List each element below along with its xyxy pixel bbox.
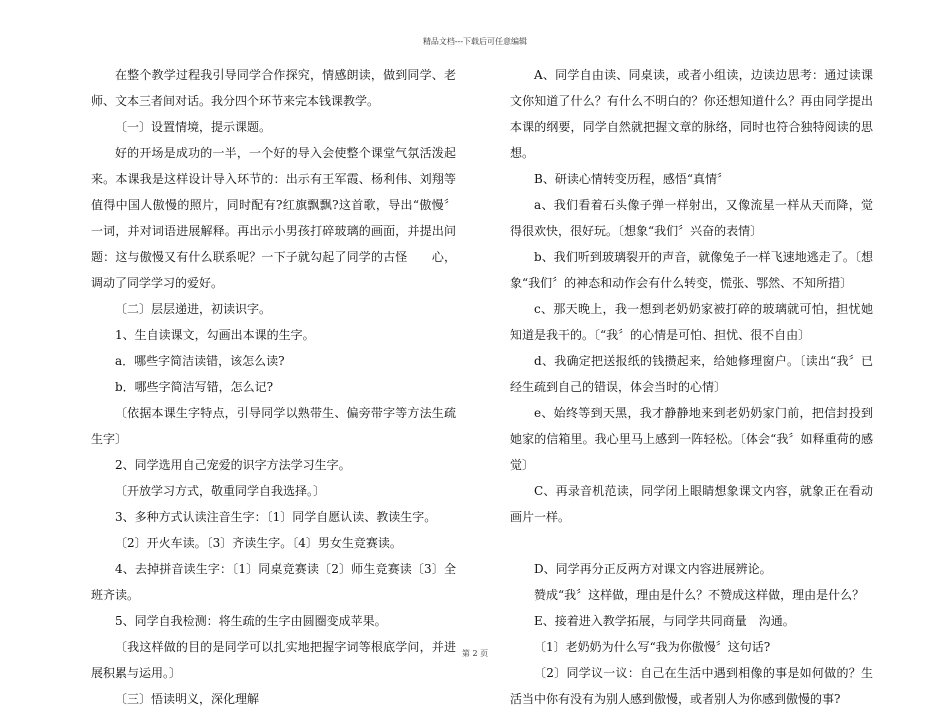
paragraph: B、研读心情转变历程，感悟“真情〞 xyxy=(534,172,729,186)
paragraph: 4、去掉拼音读生字：〔1〕同桌竞赛读〔2〕师生竞赛读〔3〕全班齐读。 xyxy=(91,562,456,602)
paragraph: c、那天晚上，我一想到老奶奶家被打碎的玻璃就可怕，担忧她知道是我干的。〔“我〞的心情是可怕、担忧、很不自由〕 xyxy=(510,302,873,342)
paragraph: 〔我这样做的目的是同学可以扎实地把握字词等根底学问，并进展积累与运用。〕 xyxy=(91,640,456,680)
paragraph: 〔2〕开火车读。〔3〕齐读生字。〔4〕男女生竞赛读。 xyxy=(115,536,402,550)
left-column xyxy=(91,62,456,712)
paragraph: A、同学自由读、同桌读，或者小组读，边读边思考：通过读课文你知道了什么？有什么不明白的？你还想知道什么？再由同学提出本课的纲要，同学自然就把握文章的脉络，同时也符合独特阅读的思想。 xyxy=(510,68,873,160)
right-column xyxy=(510,62,873,712)
paragraph: C、再录音机范读，同学闭上眼睛想象课文内容，就象正在看动画片一样。 xyxy=(510,484,873,524)
paragraph: D、同学再分正反两方对课文内容进展辨论。 xyxy=(534,562,772,576)
page-number: 第 2 页 xyxy=(461,649,489,658)
paragraph: d、我确定把送报纸的钱攒起来，给她修理窗户。〔读出“我〞已经生疏到自己的错误，体会当时的心情〕 xyxy=(510,354,873,394)
paragraph: a、我们看着石头像子弹一样射出，又像流星一样从天而降，觉得很欢快，很好玩。〔想象“我们〞兴奋的表情〕 xyxy=(510,198,873,238)
paragraph: 5、同学自我检测：将生疏的生字由圆圈变成苹果。 xyxy=(115,614,387,628)
paragraph: 〔1〕老奶奶为什么写“我为你傲慢〞这句话? xyxy=(534,640,771,654)
paragraph: 2、同学选用自己宠爱的识字方法学习生字。 xyxy=(115,458,351,472)
paragraph: 赞成“我〞这样做，理由是什么？不赞成这样做，理由是什么？ xyxy=(534,588,865,602)
paragraph: b．哪些字简洁写错，怎么记? xyxy=(115,380,274,394)
paragraph: 好的开场是成功的一半，一个好的导入会使整个课堂气氛活泼起来。本课我是这样设计导入环节的：出示有王军霞、杨利伟、刘翔等值得中国人傲慢的照片，同时配有?红旗飘飘?这首歌，导出“傲慢〞一词，并对词语进展解释。再出示小男孩打碎玻璃的画面，并提出问题：这与傲慢又有什么联系呢？一下子就勾起了同学的古怪 心，调动了同学学习的爱好。 xyxy=(91,146,456,290)
paragraph: 3、多种方式认读注音生字：〔1〕同学自愿认读、教读生字。 xyxy=(115,510,437,524)
page-header: 精品文档---下载后可任意编辑 xyxy=(422,37,528,46)
paragraph: 〔二〕层层递进，初读识字。 xyxy=(115,302,272,316)
paragraph: 〔开放学习方式，敬重同学自我选择。〕 xyxy=(115,484,326,498)
paragraph: b、我们听到玻璃裂开的声音，就像兔子一样飞速地逃走了。〔想象“我们〞的神态和动作会有什么转变，慌张、鄂然、不知所措〕 xyxy=(510,250,873,290)
paragraph: 〔三〕悟读明义，深化理解 xyxy=(115,692,260,706)
paragraph: 在整个教学过程我引导同学合作探究，情感朗读，做到同学、老师、文本三者间对话。我分四个环节来完本钱课教学。 xyxy=(91,68,456,108)
paragraph: e、始终等到天黑，我才静静地来到老奶奶家门前，把信封投到她家的信箱里。我心里马上感到一阵轻松。〔体会“我〞如释重荷的感觉〕 xyxy=(510,406,873,472)
paragraph: 〔依据本课生字特点，引导同学以熟带生、偏旁带字等方法生疏生字〕 xyxy=(91,406,456,446)
paragraph: 1、生自读课文，勾画出本课的生字。 xyxy=(115,328,315,342)
paragraph: 〔2〕同学议一议：自己在生活中遇到相像的事是如何做的？生活当中你有没有为别人感到傲慢，或者别人为你感到傲慢的事? xyxy=(510,666,873,706)
paragraph: a．哪些字简洁读错，该怎么读? xyxy=(115,354,285,368)
paragraph: E、接着进入教学拓展，与同学共同商量 沟通。 xyxy=(534,614,795,628)
paragraph: 〔一〕设置情境，提示课题。 xyxy=(115,120,272,134)
